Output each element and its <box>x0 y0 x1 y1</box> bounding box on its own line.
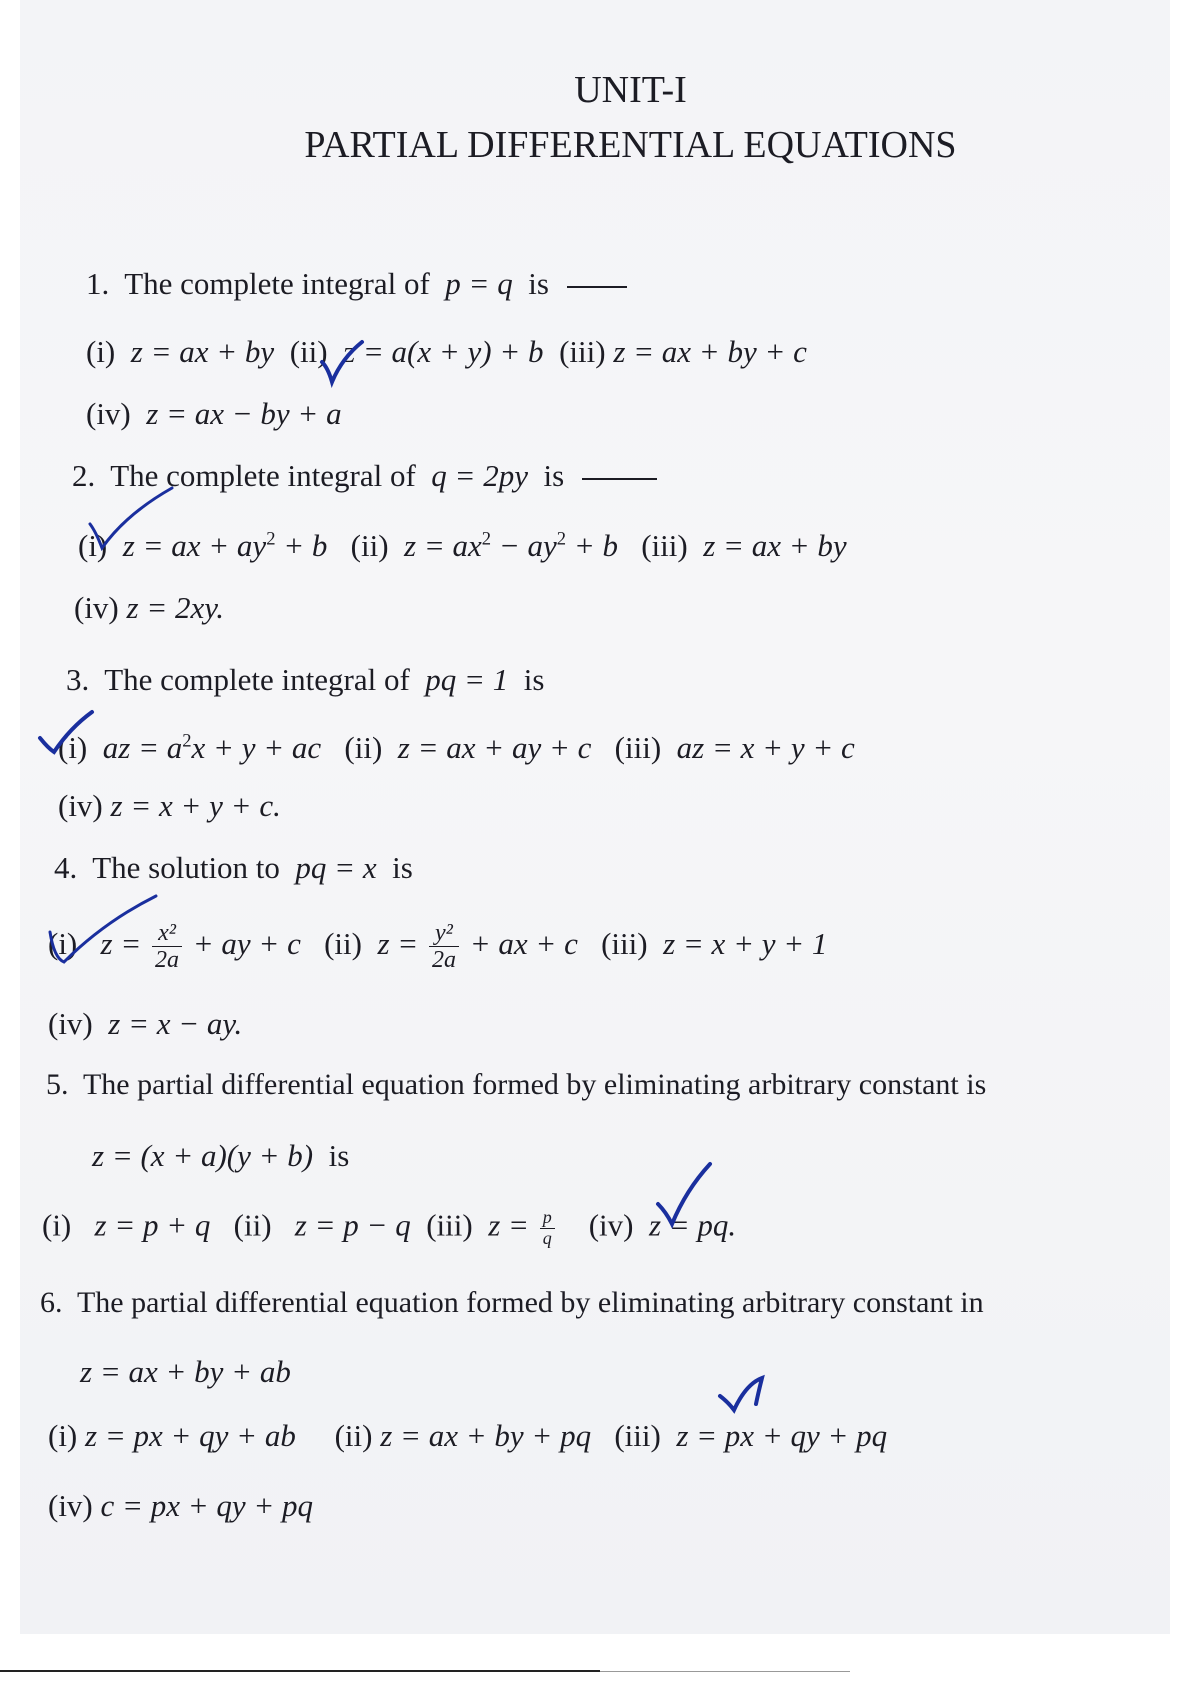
question-5-options: (i) z = p + q (ii) z = p − q (iii) z = $\frac{p}{q}$ (iv) z = pq. <box>42 1207 737 1248</box>
checkmark-icon <box>44 892 164 972</box>
unit-heading: UNIT-I <box>574 69 687 111</box>
answer-blank <box>582 478 657 480</box>
question-4-options: (i) z = $\frac{\text{x²}}{2a}$ + ay + c (ii) z = $\frac{\text{y²}}{2a}$ + ax + c (iii) z = x + y + 1 <box>48 920 828 974</box>
question-6-stem-math: z = ax + by + ab <box>80 1354 291 1389</box>
question-3-stem: 3. The complete integral of pq = 1 is <box>66 662 545 697</box>
answer-blank <box>567 286 627 288</box>
question-3-options: (i) az = $a^2x + y$ + ac (ii) z = ax + ay + c (iii) az = x + y + c <box>58 730 855 765</box>
document-title: PARTIAL DIFFERENTIAL EQUATIONS <box>304 124 957 166</box>
question-6-stem: 6. The partial differential equation formed by eliminating arbitrary constant in <box>40 1286 984 1319</box>
checkmark-icon <box>318 338 366 388</box>
question-2-options: (i) z = ax + $ay^2 + b$ (ii) $z = ax^2 - ay^2 + b$ (iii) z = ax + by <box>78 528 847 563</box>
question-6-option-iv: (iv) c = px + qy + pq <box>48 1488 314 1523</box>
page-divider-faint <box>600 1671 850 1672</box>
question-3-option-iv: (iv) z = x + y + c. <box>58 788 281 823</box>
fraction: $\frac{p}{q}$ <box>540 1208 555 1249</box>
fraction: $\frac{\text{y²}}{2a}$ <box>429 920 459 974</box>
checkmark-icon <box>86 484 176 554</box>
question-6-options: (i) z = px + qy + ab (ii) z = ax + by + pq (iii) z = px + qy + pq <box>48 1418 888 1453</box>
page-divider <box>0 1670 600 1672</box>
checkmark-icon <box>654 1160 714 1230</box>
checkmark-icon <box>36 708 96 758</box>
question-5-stem-math: z = (x + a)(y + b) is <box>92 1138 350 1173</box>
question-4-option-iv: (iv) z = x − ay. <box>48 1006 243 1041</box>
question-1-stem: 1. The complete integral of p = q is <box>86 268 627 299</box>
checkmark-icon <box>716 1374 766 1418</box>
question-2-stem: 2. The complete integral of q = 2py is <box>72 460 657 491</box>
fraction: $\frac{\text{x²}}{2a}$ <box>152 920 182 974</box>
question-5-stem: 5. The partial differential equation formed by eliminating arbitrary constant is <box>46 1068 987 1101</box>
question-2-option-iv: (iv) z = 2xy. <box>74 590 225 625</box>
question-1-options: (i) z = ax + by (ii) z = a(x + y) + b (iii) z = ax + by + c <box>86 334 807 369</box>
question-4-stem: 4. The solution to pq = x is <box>54 850 413 885</box>
question-1-option-iv: (iv) z = ax − by + a <box>86 396 342 431</box>
